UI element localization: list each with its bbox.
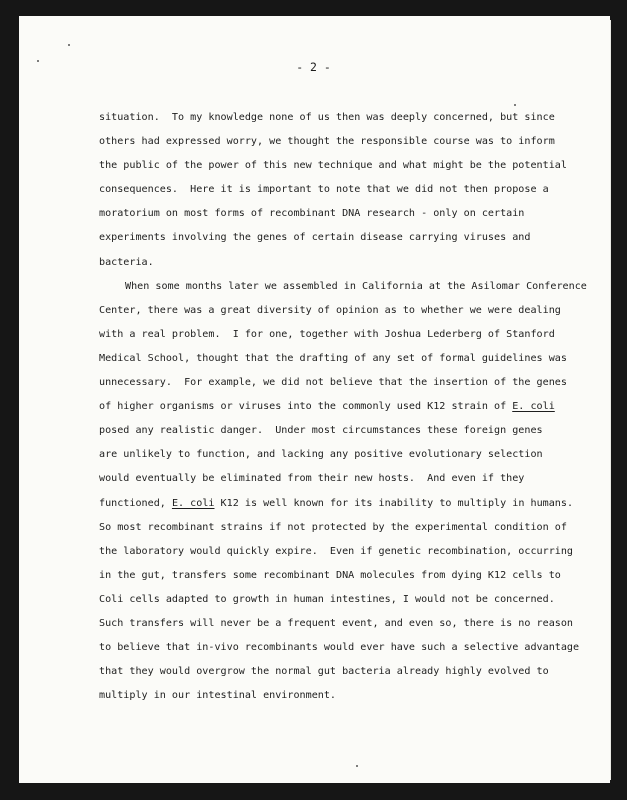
- text-line: are unlikely to function, and lacking any positive evolutionary selection: [99, 449, 543, 461]
- text-line: So most recombinant strains if not protected by the experimental condition of: [99, 521, 567, 533]
- letter-body: [99, 106, 587, 708]
- text-line: bacteria.: [99, 256, 154, 268]
- text-line: the laboratory would quickly expire. Even if genetic recombination, occurring: [99, 545, 574, 557]
- text-line: experiments involving the genes of certain disease carrying viruses and: [99, 232, 531, 244]
- page-number: - 2 -: [296, 60, 331, 74]
- text-line: would eventually be eliminated from their new hosts. And even if they: [99, 473, 525, 485]
- text-line: with a real problem. I for one, together with Joshua Lederberg of Stanford: [99, 328, 555, 340]
- text-line: in the gut, transfers some recombinant DNA molecules from dying K12 cells to: [99, 569, 561, 581]
- text-line: that they would overgrow the normal gut bacteria already highly evolved to: [99, 666, 549, 678]
- text-segment: of higher organisms or viruses into the commonly used K12 strain of: [99, 401, 513, 413]
- underlined-term: E. coli: [512, 401, 555, 413]
- text-line: posed any realistic danger. Under most circumstances these foreign genes: [99, 425, 543, 437]
- text-line: situation. To my knowledge none of us then was deeply concerned, but since: [99, 112, 555, 123]
- text-line: [99, 492, 579, 516]
- text-line: Coli cells adapted to growth in human intestines, I would not be concerned.: [99, 593, 555, 605]
- text-line: others had expressed worry, we thought the responsible course was to inform: [99, 136, 555, 148]
- text-segment: functioned,: [99, 497, 172, 509]
- text-line: to believe that in-vivo recombinants would ever have such a selective advantage: [99, 642, 580, 654]
- text-line: multiply in our intestinal environment.: [99, 690, 337, 702]
- text-line: the public of the power of this new technique and what might be the potential: [99, 160, 567, 172]
- scan-speck: [68, 44, 70, 46]
- text-line: unnecessary. For example, we did not believe that the insertion of the genes: [99, 377, 567, 389]
- text-line: Center, there was a great diversity of opinion as to whether we were dealing: [99, 304, 561, 316]
- text-segment: K12 is well known for its inability to multiply in humans.: [214, 497, 574, 509]
- scan-speck: [356, 765, 358, 767]
- underlined-term: E. coli: [171, 497, 215, 509]
- text-line: moratorium on most forms of recombinant DNA research - only on certain: [99, 208, 525, 220]
- text-line: consequences. Here it is important to note that we did not then propose a: [99, 184, 549, 196]
- text-line: [99, 395, 579, 419]
- text-line: Such transfers will never be a frequent event, and even so, there is no reason: [99, 617, 574, 629]
- text-line: When some months later we assembled in California at the Asilomar Conference: [125, 280, 587, 292]
- text-line: Medical School, thought that the drafting of any set of formal guidelines was: [99, 352, 567, 364]
